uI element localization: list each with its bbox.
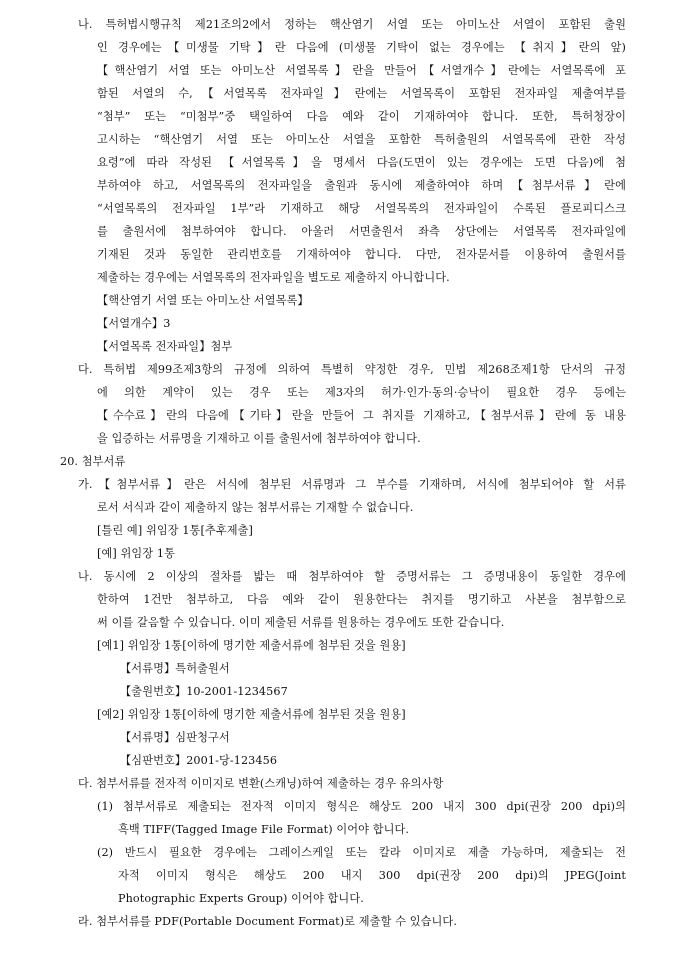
text-line: 【수수료】란의 다음에【기타】란을 만들어 그 취지를 기재하고,【첨부서류】란에 동 내용 bbox=[97, 409, 626, 422]
text-line: 【서류명】특허출원서 bbox=[120, 662, 230, 675]
text-line: 로서 서식과 같이 제출하지 않는 첨부서류는 기재할 수 없습니다. bbox=[97, 501, 414, 514]
text-line: 【서열목록 전자파일】첨부 bbox=[97, 340, 233, 353]
text-line: 제출하는 경우에는 서열목록의 전자파일을 별도로 제출하지 아니합니다. bbox=[97, 271, 450, 284]
text-line: [예1] 위임장 1통[이하에 명기한 제출서류에 첨부된 것을 원용] bbox=[97, 639, 406, 652]
text-line: 【핵산염기 서열 또는 아미노산 서열목록】 bbox=[97, 294, 309, 307]
text-line: 요령”에 따라 작성된 【서열목록】을 명세서 다음(도면이 있는 경우에는 도면 다음)에 첨 bbox=[97, 156, 626, 169]
text-line: 기재된 것과 동일한 관리번호를 기재하여야 합니다. 다만, 전자문서를 이용하여 출원서를 bbox=[97, 248, 626, 261]
text-line: 나. 동시에 2 이상의 절차를 밟는 때 첨부하여야 할 증명서류는 그 증명내용이 동일한 경우에 bbox=[78, 570, 626, 583]
text-line: (2) 반드시 필요한 경우에는 그레이스케일 또는 칼라 이미지로 제출 가능하며, 제출되는 전 bbox=[97, 846, 626, 859]
text-line: [예] 위임장 1통 bbox=[97, 547, 175, 560]
text-line: 【핵산염기 서열 또는 아미노산 서열목록】란을 만들어【서열개수】란에는 서열목록에 포 bbox=[97, 64, 626, 77]
text-line: “첨부” 또는 “미첨부”중 택일하여 다음 예와 같이 기재하여야 합니다. 또한, 특허청장이 bbox=[97, 110, 626, 123]
text-line: 가.【첨부서류】란은 서식에 첨부된 서류명과 그 부수를 기재하며, 서식에 첨부되어야 할 서류 bbox=[78, 478, 626, 491]
text-line: 에 의한 계약이 있는 경우 또는 제3자의 허가·인가·동의·승낙이 필요한 경우 등에는 bbox=[97, 386, 626, 399]
text-line: 함된 서열의 수,【서열목록 전자파일】란에는 서열목록이 포함된 전자파일 제출여부를 bbox=[97, 87, 626, 100]
section-heading: 20. 첨부서류 bbox=[60, 455, 126, 468]
text-line: [틀린 예] 위임장 1통[추후제출] bbox=[97, 524, 254, 537]
text-line: 를 출원서에 첨부하여야 합니다. 아울러 서면출원서 좌측 상단에는 서열목록 전자파일에 bbox=[97, 225, 626, 238]
text-line: 【서열개수】3 bbox=[97, 317, 171, 330]
text-line: 라. 첨부서류를 PDF(Portable Document Format)로 제출할 수 있습니다. bbox=[78, 915, 457, 928]
text-line: 부하여야 하고, 서열목록의 전자파일을 출원과 동시에 제출하여야 하며【첨부서류】란에 bbox=[97, 179, 626, 192]
text-line: (1) 첨부서류로 제출되는 전자적 이미지 형식은 해상도 200 내지 300 dpi(권장 200 dpi)의 bbox=[97, 800, 626, 813]
text-line: 자적 이미지 형식은 해상도 200 내지 300 dpi(권장 200 dpi)의 JPEG(Joint bbox=[118, 869, 626, 882]
text-line: 고시하는 “핵산염기 서열 또는 아미노산 서열을 포함한 특허출원의 서열목록에 관한 작성 bbox=[97, 133, 626, 146]
text-line: “서열목록의 전자파일 1부”라 기재하고 해당 서열목록의 전자파일이 수록된 플로피디스크 bbox=[97, 202, 626, 215]
text-line: 한하여 1건만 첨부하고, 다음 예와 같이 원용한다는 취지를 명기하고 사본을 첨부함으로 bbox=[97, 593, 626, 606]
text-line: 을 입증하는 서류명을 기재하고 이를 출원서에 첨부하여야 합니다. bbox=[97, 432, 421, 445]
text-line: 【심판번호】2001-당-123456 bbox=[120, 754, 278, 767]
text-line: 써 이를 갈음할 수 있습니다. 이미 제출된 서류를 원용하는 경우에도 또한 같습니다. bbox=[97, 616, 505, 629]
text-line: 다. 첨부서류를 전자적 이미지로 변환(스캐닝)하여 제출하는 경우 유의사항 bbox=[78, 777, 444, 790]
text-line: 【서류명】심판청구서 bbox=[120, 731, 230, 744]
text-line: [예2] 위임장 1통[이하에 명기한 제출서류에 첨부된 것을 원용] bbox=[97, 708, 406, 721]
text-line: 인 경우에는【미생물 기탁】란 다음에 (미생물 기탁이 없는 경우에는 【취지】란의 앞) bbox=[97, 41, 626, 54]
text-line: 흑백 TIFF(Tagged Image File Format) 이어야 합니다. bbox=[118, 823, 410, 836]
text-line: 【출원번호】10-2001-1234567 bbox=[120, 685, 288, 698]
text-line: Photographic Experts Group) 이어야 합니다. bbox=[118, 892, 364, 905]
text-line: 나. 특허법시행규칙 제21조의2에서 정하는 핵산염기 서열 또는 아미노산 서열이 포함된 출원 bbox=[78, 18, 626, 31]
text-line: 다. 특허법 제99조제3항의 규정에 의하여 특별히 약정한 경우, 민법 제268조제1항 단서의 규정 bbox=[78, 363, 626, 376]
